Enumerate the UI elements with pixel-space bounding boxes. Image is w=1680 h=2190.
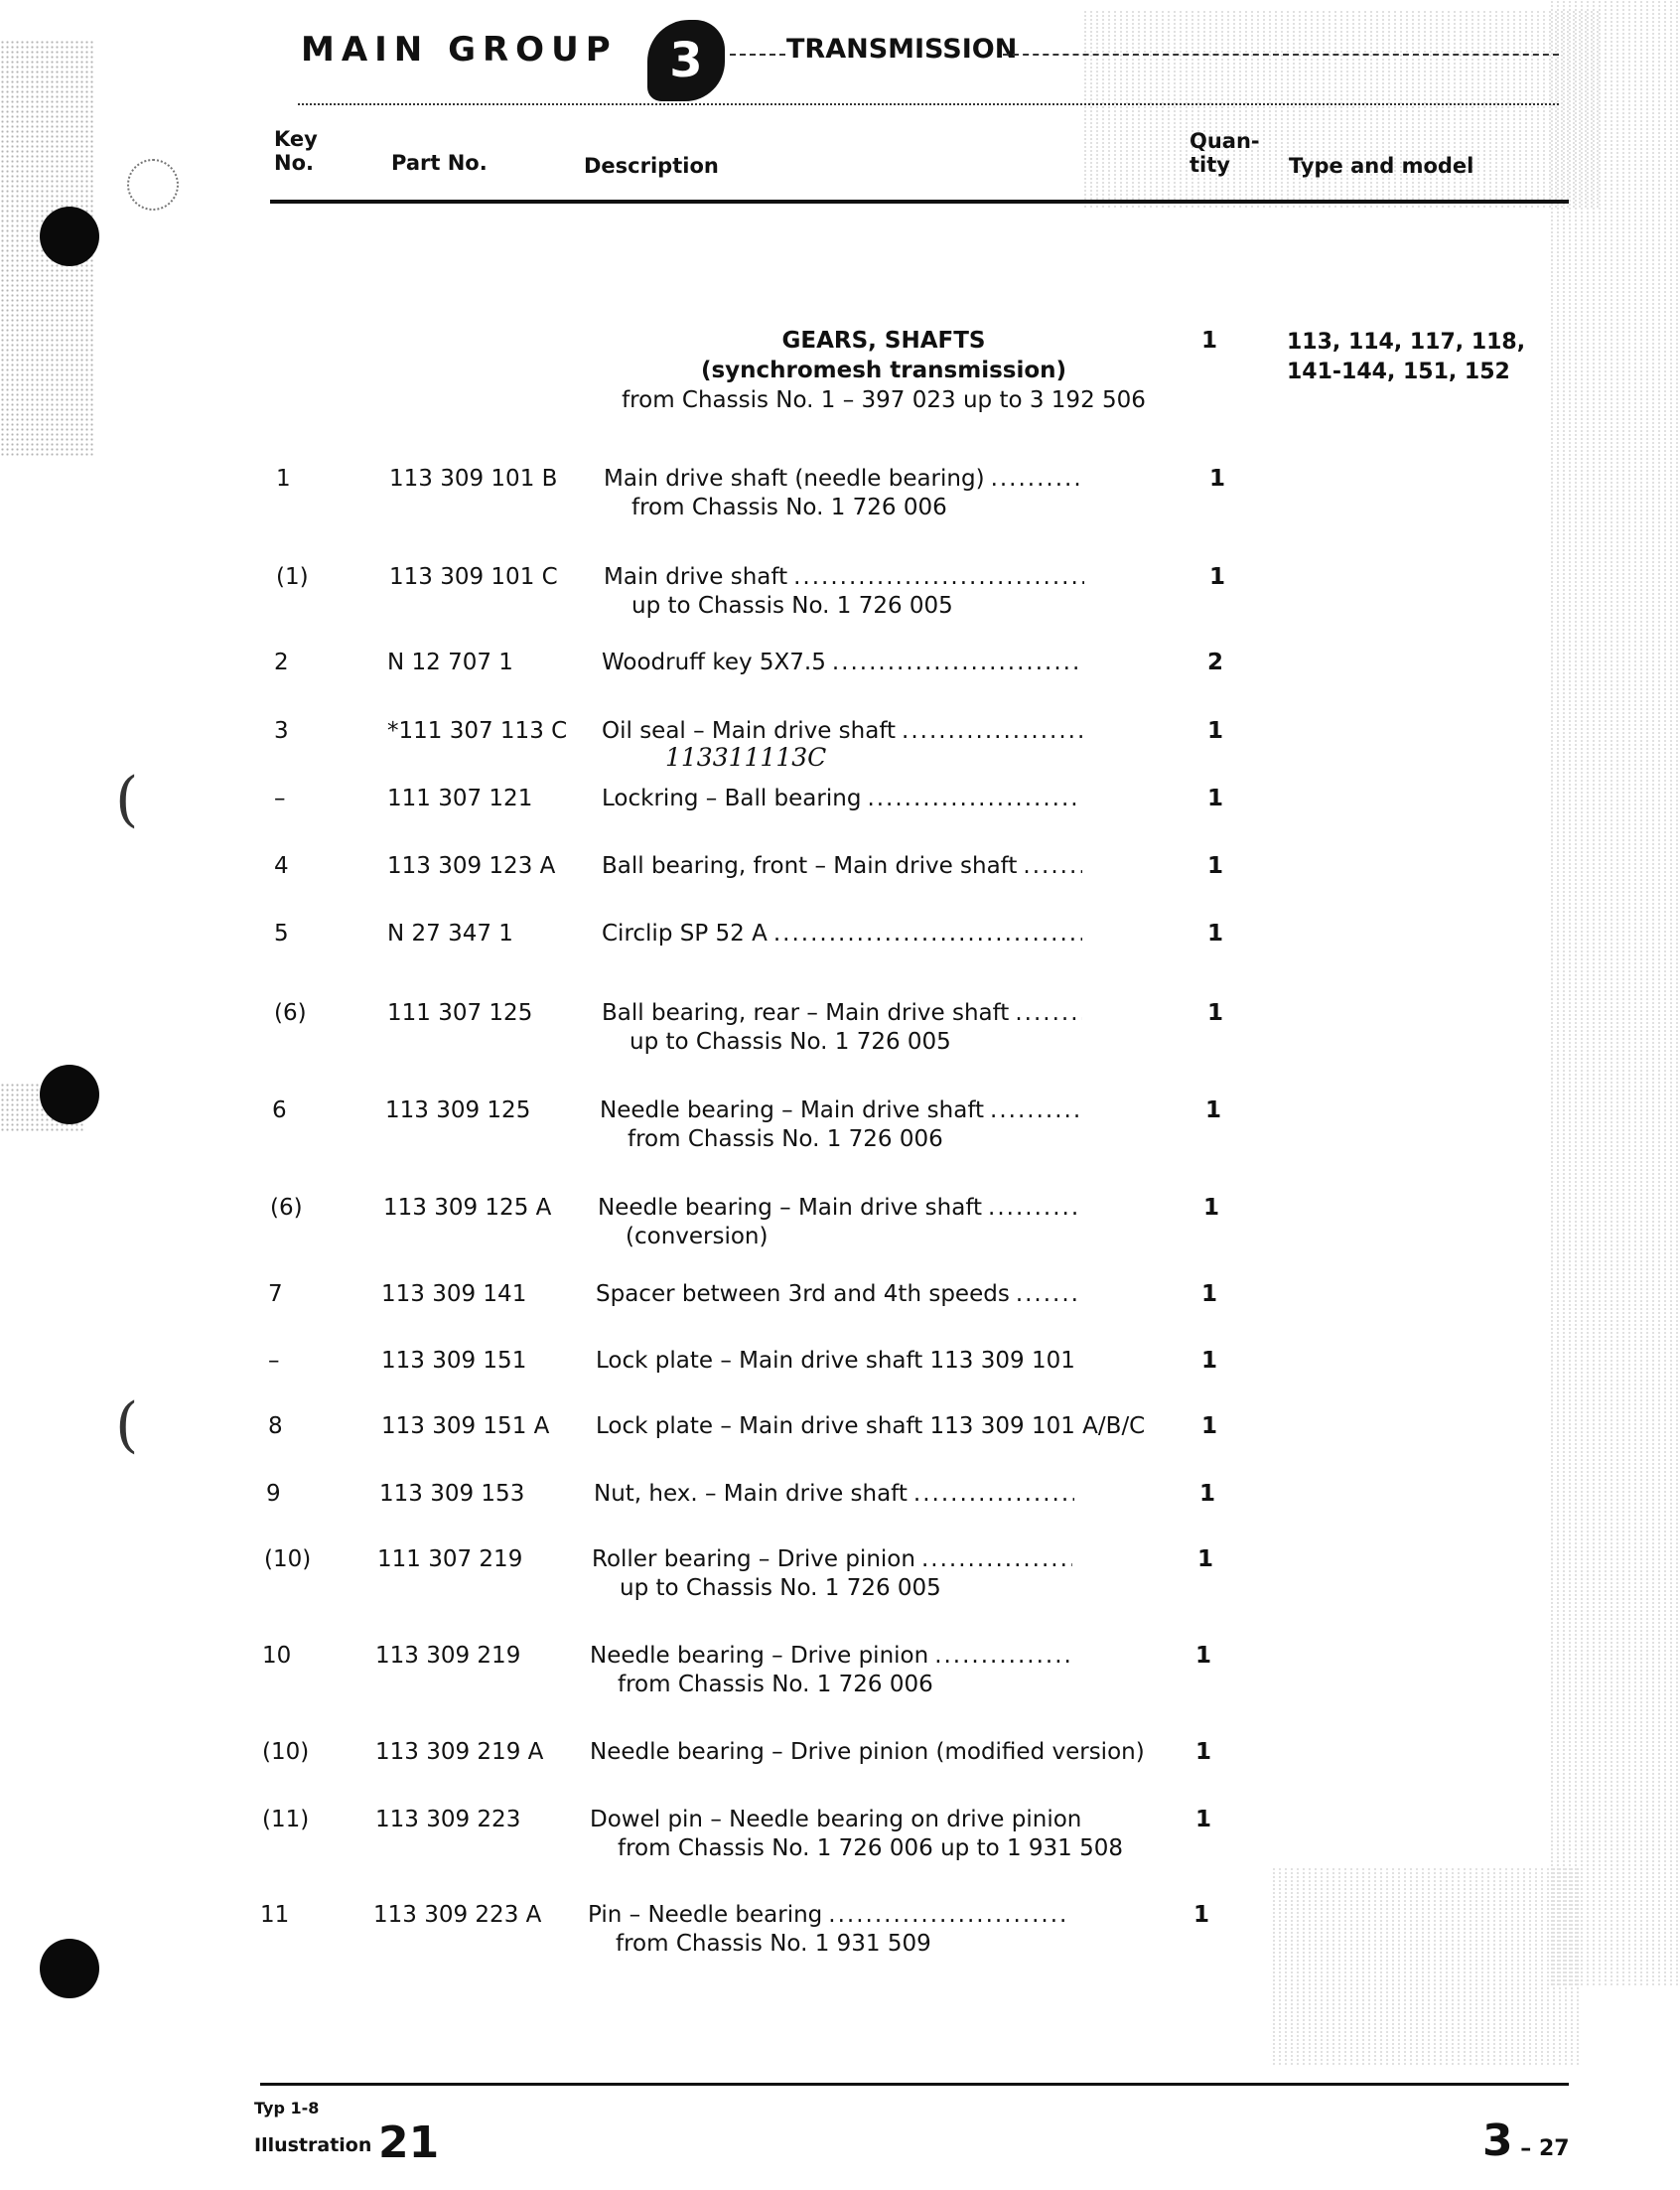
row-part-no: 111 307 125 xyxy=(387,1000,533,1026)
parts-row xyxy=(276,563,1269,623)
row-quantity: 1 xyxy=(1195,1739,1212,1765)
leader-dots xyxy=(1023,852,1082,881)
scan-noise-top xyxy=(1082,10,1599,209)
col-description: Description xyxy=(584,154,719,178)
row-quantity: 1 xyxy=(1199,1481,1216,1507)
row-part-no: 113 309 125 A xyxy=(383,1195,552,1221)
section-type-model xyxy=(1287,328,1525,387)
footer-illustration xyxy=(254,2117,439,2168)
row-description xyxy=(596,1280,1076,1309)
col-key-no: Key No. xyxy=(274,127,318,175)
margin-bracket-mark: ( xyxy=(115,1390,139,1460)
section-type-line: 113, 114, 117, 118, xyxy=(1287,330,1526,355)
row-part-no: N 12 707 1 xyxy=(387,650,513,675)
row-description-text: Lockring – Ball bearing xyxy=(602,786,862,811)
row-description xyxy=(602,920,1082,949)
row-part-no: 113 309 219 xyxy=(375,1643,521,1669)
section-quantity: 1 xyxy=(1201,328,1218,354)
row-key-no: 8 xyxy=(268,1413,283,1439)
margin-bracket-mark: ( xyxy=(115,765,139,834)
col-part-no: Part No. xyxy=(391,151,488,175)
row-quantity: 1 xyxy=(1201,1281,1218,1307)
row-description-note: from Chassis No. 1 726 006 xyxy=(631,495,947,520)
row-part-no: 113 309 151 A xyxy=(381,1413,550,1439)
row-key-no: 6 xyxy=(272,1097,287,1123)
row-description-note: from Chassis No. 1 931 509 xyxy=(616,1931,931,1957)
row-quantity: 1 xyxy=(1209,564,1226,590)
row-quantity: 2 xyxy=(1207,650,1224,675)
row-part-no: 113 309 151 xyxy=(381,1348,527,1374)
parts-row xyxy=(262,1738,1255,1798)
header-dash-line xyxy=(730,54,785,56)
row-key-no: (6) xyxy=(270,1195,303,1221)
row-description xyxy=(602,852,1082,881)
parts-row xyxy=(264,1545,1257,1605)
row-quantity: 1 xyxy=(1195,1643,1212,1669)
row-part-no: 113 309 223 A xyxy=(373,1902,542,1928)
page-section: 3 xyxy=(1482,2116,1513,2166)
row-description-note: from Chassis No. 1 726 006 xyxy=(618,1672,933,1697)
section-chassis-range: from Chassis No. 1 – 397 023 up to 3 192 506 xyxy=(622,387,1146,413)
scan-noise-bottom xyxy=(1271,1867,1579,2066)
row-key-no: (11) xyxy=(262,1807,310,1832)
row-description xyxy=(596,1347,1076,1376)
leader-dots xyxy=(913,1480,1074,1509)
row-quantity: 1 xyxy=(1207,921,1224,947)
parts-row xyxy=(268,1347,1261,1406)
binder-hole-top xyxy=(40,207,99,266)
row-key-no: 3 xyxy=(274,718,289,744)
row-description-text: Dowel pin – Needle bearing on drive pinion xyxy=(590,1807,1082,1832)
leader-dots xyxy=(921,1545,1072,1574)
row-quantity: 1 xyxy=(1193,1902,1210,1928)
parts-row xyxy=(272,1096,1265,1156)
col-type-model: Type and model xyxy=(1289,154,1474,178)
row-key-no: 9 xyxy=(266,1481,281,1507)
row-description-text: Main drive shaft (needle bearing) xyxy=(604,466,985,492)
row-quantity: 1 xyxy=(1207,786,1224,811)
row-quantity: 1 xyxy=(1195,1807,1212,1832)
row-description-text: Ball bearing, front – Main drive shaft xyxy=(602,853,1018,879)
row-quantity: 1 xyxy=(1207,718,1224,744)
row-part-no: 113 309 153 xyxy=(379,1481,525,1507)
page-number: 3 – 27 xyxy=(1482,2116,1570,2166)
row-description xyxy=(592,1545,1072,1603)
header-rule xyxy=(270,200,1569,204)
row-key-no: – xyxy=(274,786,286,811)
parts-row xyxy=(266,1480,1259,1539)
row-description xyxy=(596,1412,1146,1441)
parts-row xyxy=(274,852,1267,912)
row-quantity: 1 xyxy=(1209,466,1226,492)
row-key-no: 7 xyxy=(268,1281,283,1307)
row-description xyxy=(604,563,1084,621)
row-description xyxy=(602,717,1082,746)
parts-row xyxy=(268,1280,1261,1340)
leader-dots xyxy=(867,785,1082,813)
row-part-no: *111 307 113 C xyxy=(387,718,568,744)
leader-dots xyxy=(773,920,1082,949)
parts-row xyxy=(262,1642,1255,1701)
parts-row xyxy=(274,999,1267,1059)
leader-dots xyxy=(1015,999,1082,1028)
row-description-note: from Chassis No. 1 726 006 xyxy=(628,1126,943,1152)
row-description xyxy=(602,999,1082,1057)
row-description-text: Needle bearing – Drive pinion xyxy=(590,1643,929,1669)
leader-dots xyxy=(902,717,1082,746)
row-key-no: 11 xyxy=(260,1902,290,1928)
leader-dots xyxy=(990,1096,1080,1125)
section-title: GEARS, SHAFTS xyxy=(781,328,986,354)
row-description xyxy=(600,1096,1080,1154)
row-key-no: – xyxy=(268,1348,280,1374)
row-description-text: Pin – Needle bearing xyxy=(588,1902,823,1928)
row-description-text: Spacer between 3rd and 4th speeds xyxy=(596,1281,1010,1307)
main-group-label: MAIN GROUP xyxy=(301,30,618,70)
row-description-text: Woodruff key 5X7.5 xyxy=(602,650,826,675)
row-key-no: 1 xyxy=(276,466,291,492)
leader-dots xyxy=(934,1642,1070,1671)
row-key-no: 2 xyxy=(274,650,289,675)
row-description-text: Nut, hex. – Main drive shaft xyxy=(594,1481,908,1507)
row-quantity: 1 xyxy=(1201,1413,1218,1439)
row-description xyxy=(590,1642,1070,1699)
scan-noise-right xyxy=(1549,0,1680,1986)
row-description xyxy=(590,1738,1145,1767)
row-description-text: Ball bearing, rear – Main drive shaft xyxy=(602,1000,1010,1026)
row-description-text: Needle bearing – Main drive shaft xyxy=(600,1097,985,1123)
parts-row xyxy=(270,1194,1263,1253)
row-part-no: 113 309 125 xyxy=(385,1097,531,1123)
row-part-no: 111 307 219 xyxy=(377,1546,523,1572)
row-key-no: (1) xyxy=(276,564,309,590)
row-quantity: 1 xyxy=(1207,853,1224,879)
row-part-no: 113 309 123 A xyxy=(387,853,556,879)
section-subtitle: (synchromesh transmission) xyxy=(700,358,1067,383)
footer-rule xyxy=(260,2083,1569,2086)
row-description-text: Oil seal – Main drive shaft xyxy=(602,718,897,744)
row-description-note: up to Chassis No. 1 726 005 xyxy=(630,1029,951,1055)
group-title: TRANSMISSION xyxy=(786,34,1018,65)
header-dash-line xyxy=(1003,54,1559,56)
row-part-no: N 27 347 1 xyxy=(387,921,513,947)
row-description xyxy=(598,1194,1078,1251)
header-dash-line xyxy=(298,103,1559,105)
parts-row xyxy=(274,920,1267,979)
row-part-no: 113 309 101 B xyxy=(389,466,558,492)
row-description xyxy=(590,1806,1124,1863)
row-description xyxy=(604,465,1084,522)
leader-dots xyxy=(793,563,1084,592)
row-description-note: up to Chassis No. 1 726 005 xyxy=(620,1575,941,1601)
row-description-text: Lock plate – Main drive shaft 113 309 101 xyxy=(596,1348,1075,1374)
row-key-no: 10 xyxy=(262,1643,292,1669)
row-part-no: 111 307 121 xyxy=(387,786,533,811)
parts-row xyxy=(274,785,1267,844)
row-quantity: 1 xyxy=(1205,1097,1222,1123)
row-description-note: up to Chassis No. 1 726 005 xyxy=(631,593,953,619)
row-description-note: (conversion) xyxy=(626,1224,769,1249)
binder-hole-middle xyxy=(40,1065,99,1124)
row-description-text: Needle bearing – Main drive shaft xyxy=(598,1195,983,1221)
leader-dots xyxy=(832,649,1082,677)
row-description-text: Circlip SP 52 A xyxy=(602,921,768,947)
row-key-no: (6) xyxy=(274,1000,307,1026)
row-description xyxy=(602,649,1082,677)
parts-row xyxy=(276,465,1269,524)
row-part-no: 113 309 223 xyxy=(375,1807,521,1832)
row-description-text: Roller bearing – Drive pinion xyxy=(592,1546,915,1572)
binder-hole-bottom xyxy=(40,1939,99,1998)
row-description xyxy=(602,785,1082,813)
row-quantity: 1 xyxy=(1201,1348,1218,1374)
parts-row xyxy=(274,649,1267,708)
gear-logo-mark xyxy=(127,159,179,211)
row-part-no: 113 309 141 xyxy=(381,1281,527,1307)
row-quantity: 1 xyxy=(1207,1000,1224,1026)
row-key-no: 5 xyxy=(274,921,289,947)
footer-type-code: Typ 1-8 xyxy=(254,2099,320,2117)
parts-row xyxy=(268,1412,1261,1472)
page-number-value: 27 xyxy=(1538,2136,1570,2161)
row-description-note: from Chassis No. 1 726 006 up to 1 931 508 xyxy=(618,1835,1124,1861)
col-quantity: Quan- tity xyxy=(1190,129,1260,177)
group-number-badge: 3 xyxy=(647,20,725,101)
row-description-text: Lock plate – Main drive shaft 113 309 101 A/B/C xyxy=(596,1413,1146,1439)
leader-dots xyxy=(1016,1280,1076,1309)
leader-dots xyxy=(828,1901,1068,1930)
row-key-no: (10) xyxy=(262,1739,310,1765)
section-type-line: 141-144, 151, 152 xyxy=(1287,360,1510,384)
illustration-label: Illustration xyxy=(254,2134,372,2156)
parts-row xyxy=(274,717,1267,777)
section-heading xyxy=(566,326,1201,415)
row-quantity: 1 xyxy=(1197,1546,1214,1572)
row-key-no: 4 xyxy=(274,853,289,879)
row-part-no: 113 309 101 C xyxy=(389,564,558,590)
illustration-number: 21 xyxy=(378,2117,440,2168)
parts-row xyxy=(262,1806,1255,1865)
row-quantity: 1 xyxy=(1203,1195,1220,1221)
row-description xyxy=(594,1480,1074,1509)
row-description xyxy=(588,1901,1068,1959)
leader-dots xyxy=(991,465,1084,494)
parts-row xyxy=(260,1901,1253,1961)
row-key-no: (10) xyxy=(264,1546,312,1572)
row-description-text: Main drive shaft xyxy=(604,564,788,590)
leader-dots xyxy=(988,1194,1078,1223)
handwritten-part-note: 113311113C xyxy=(665,743,827,772)
row-part-no: 113 309 219 A xyxy=(375,1739,544,1765)
row-description-text: Needle bearing – Drive pinion (modified version) xyxy=(590,1739,1145,1765)
